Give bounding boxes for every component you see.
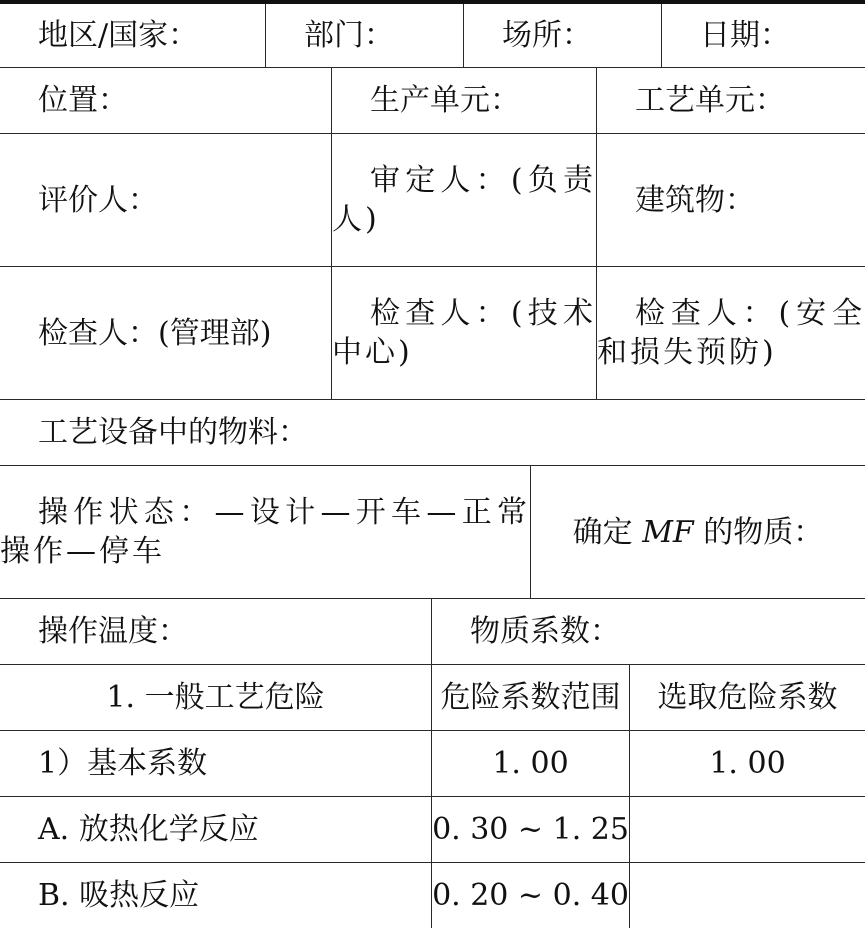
mf-material-field[interactable] — [531, 466, 865, 599]
selected-column-header — [630, 665, 865, 731]
operation-state-label: 操作状态：—设计—开车—正常操作—停车 — [0, 495, 530, 569]
row-item-label: 1）基本系数 — [38, 746, 208, 781]
table-row-item — [0, 731, 432, 797]
row-selected-value: 1. 00 — [709, 746, 786, 781]
inspector-tech-label: 检查人：(技术中心) — [332, 296, 596, 370]
evaluator-label: 评价人： — [38, 182, 158, 218]
region-field[interactable] — [0, 4, 266, 68]
table-row-selected[interactable] — [630, 863, 865, 928]
production-unit-field[interactable] — [332, 68, 597, 134]
operating-temp-field[interactable] — [0, 599, 432, 665]
table-row-range — [432, 731, 630, 797]
inspector-management-label: 检查人：(管理部) — [38, 315, 272, 351]
operating-temp-label: 操作温度： — [38, 614, 188, 649]
approver-field[interactable] — [332, 134, 597, 267]
range-column-label: 危险系数范围 — [440, 680, 621, 715]
department-label: 部门： — [304, 18, 394, 53]
selected-column-label: 选取危险系数 — [657, 680, 838, 715]
materials-field[interactable] — [0, 400, 865, 466]
mf-prefix: 确定 — [572, 514, 643, 550]
table-row-selected[interactable] — [630, 731, 865, 797]
location-field[interactable] — [0, 68, 332, 134]
range-column-header — [432, 665, 630, 731]
row-range-value: 0. 20 ~ 0. 40 — [432, 878, 629, 913]
hazard-section-header — [0, 665, 432, 731]
evaluator-field[interactable] — [0, 134, 332, 267]
building-field[interactable] — [597, 134, 865, 267]
row-range-value: 1. 00 — [492, 746, 569, 781]
inspector-safety-field[interactable] — [597, 267, 865, 400]
site-label: 场所： — [502, 18, 592, 53]
department-field[interactable] — [266, 4, 464, 68]
materials-label: 工艺设备中的物料： — [38, 415, 308, 450]
operation-state-field[interactable] — [0, 466, 531, 599]
inspector-management-field[interactable] — [0, 267, 332, 400]
approver-label: 审定人：(负责人) — [332, 163, 596, 237]
date-label: 日期： — [700, 18, 790, 53]
material-factor-label: 物质系数： — [470, 614, 620, 649]
hazard-section-title: 1. 一般工艺危险 — [106, 680, 325, 715]
process-unit-label: 工艺单元： — [635, 83, 785, 118]
table-row-selected[interactable] — [630, 797, 865, 863]
table-row-item — [0, 797, 432, 863]
process-unit-field[interactable] — [597, 68, 865, 134]
mf-symbol: MF — [642, 514, 694, 550]
site-field[interactable] — [464, 4, 662, 68]
location-label: 位置： — [38, 83, 128, 118]
row-item-label: A. 放热化学反应 — [38, 812, 259, 847]
mf-material-label — [573, 513, 824, 552]
inspector-tech-field[interactable] — [332, 267, 597, 400]
row-item-label: B. 吸热反应 — [38, 878, 200, 913]
production-unit-label: 生产单元： — [370, 83, 520, 118]
region-label: 地区/国家： — [38, 18, 199, 53]
table-row-range — [432, 863, 630, 928]
material-factor-field[interactable] — [432, 599, 865, 665]
mf-suffix: 的物质： — [693, 514, 824, 550]
building-label: 建筑物： — [635, 182, 755, 218]
row-range-value: 0. 30 ~ 1. 25 — [432, 812, 629, 847]
table-row-item — [0, 863, 432, 928]
inspector-safety-label: 检查人：(安全和损失预防) — [597, 296, 865, 370]
date-field[interactable] — [662, 4, 865, 68]
table-row-range — [432, 797, 630, 863]
